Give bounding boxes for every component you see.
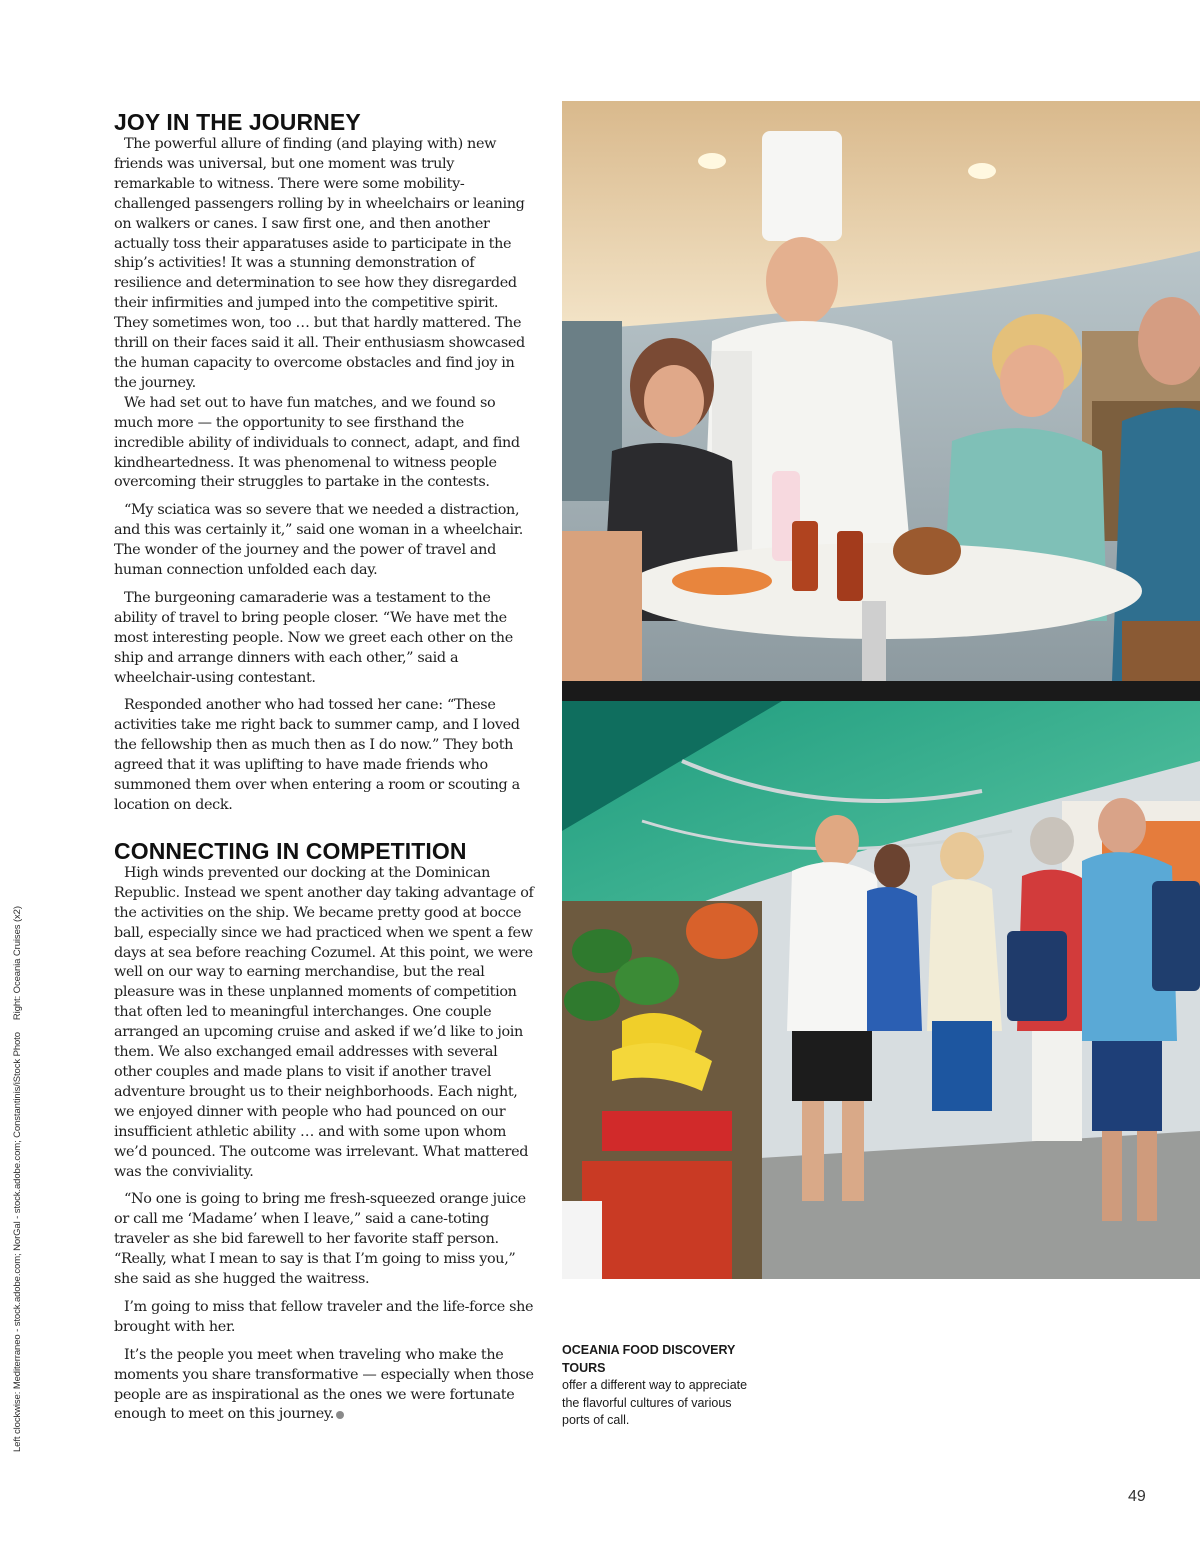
photo-chef-dining bbox=[562, 101, 1200, 681]
section-heading-competition: CONNECTING IN COMPETITION bbox=[114, 837, 467, 864]
paragraph: The burgeoning camaraderie was a testament to the ability of travel to bring people closer. “We have met the most interesting people. Now we greet each other on the ship and arrange dinners with each other,” said a wheelchair-using contestant. bbox=[114, 589, 513, 686]
paragraph: We had set out to have fun matches, and we found so much more — the opportunity to see firsthand the incredible ability of individuals to connect, adapt, and find kindheartedness. It was phenomenal to witness people overcoming their struggles to partake in the contests. bbox=[114, 394, 520, 491]
photo-credit bbox=[11, 906, 25, 1452]
paragraph: High winds prevented our docking at the Dominican Republic. Instead we spent another day taking advantage of the activities on the ship. We became pretty good at bocce ball, especially since we had practiced when we spent a few days at sea before reaching Cozumel. At this point, we were well on our way to earning merchandise, but the real pleasure was in these unplanned moments of competition that often led to meaningful interchanges. One couple arranged an upcoming cruise and asked if we’d like to join them. We also exchanged email addresses with several other couples and made plans to visit if another travel adventure brought us to their neighborhoods. Each night, we enjoyed dinner with people who had pounced on our insufficient athletic ability … and with some upon whom we’d pounced. The outcome was irrelevant. What mattered was the conviviality. bbox=[114, 864, 534, 1180]
section-heading-joy: JOY IN THE JOURNEY bbox=[114, 109, 361, 135]
caption-lead: OCEANIA FOOD DISCOVERY TOURS bbox=[562, 1343, 736, 1375]
paragraph-final-text: It’s the people you meet when traveling who make the moments you share transformative — especially when those people are as inspirational as the ones we were fortunate enough to meet on this journey. bbox=[114, 1346, 534, 1423]
paragraph: I’m going to miss that fellow traveler and the life-force she brought with her. bbox=[114, 1298, 534, 1335]
paragraph: Responded another who had tossed her cane: “These activities take me right back to summer camp, and I loved the fellowship then as much then as I do now.” They both agreed that it was uplifting to have made friends who summoned them over when entering a room or scouting a location on deck. bbox=[114, 697, 520, 813]
paragraph-final bbox=[114, 1346, 534, 1426]
photo-credit-left: Left clockwise: Mediterraneo - stock.adobe.com; NorGal - stock.adobe.com; Constantinis/iStock Photo bbox=[12, 1032, 23, 1452]
photo-divider bbox=[562, 681, 1200, 701]
paragraph: The powerful allure of finding (and playing with) new friends was universal, but one moment was truly remarkable to witness. There were some mobility-challenged passengers rolling by in wheelchairs or leaning on walkers or canes. I saw first one, and then another actually toss their apparatuses aside to participate in the ship’s activities! It was a stunning demonstration of resilience and determination to see how they disregarded their infirmities and jumped into the competitive spirit. They sometimes won, too … but that hardly mattered. The thrill on their faces said it all. Their enthusiasm showcased the human capacity to overcome obstacles and find joy in the journey. bbox=[114, 136, 525, 391]
photo-chef-dining-illustration bbox=[562, 101, 1200, 681]
end-mark-icon bbox=[336, 1411, 344, 1419]
photo-market-tour-illustration bbox=[562, 701, 1200, 1279]
paragraph: “My sciatica was so severe that we needed a distraction, and this was certainly it,” said one woman in a wheelchair. The wonder of the journey and the power of travel and human connection unfolded each day. bbox=[114, 502, 523, 579]
article-column bbox=[114, 109, 534, 1425]
caption-body: offer a different way to appreciate the flavorful cultures of various ports of call. bbox=[562, 1378, 748, 1428]
photo-caption bbox=[562, 1342, 762, 1430]
photo-market-tour bbox=[562, 701, 1200, 1279]
paragraph: “No one is going to bring me fresh-squeezed orange juice or call me ‘Madame’ when I leave,” said a cane-toting traveler as she bid farewell to her favorite staff person. “Really, what I mean to say is that I’m going to miss you,” she said as she hugged the waitress. bbox=[114, 1191, 526, 1288]
page-number: 49 bbox=[1128, 1488, 1146, 1505]
photo-credit-right: Right: Oceania Cruises (x2) bbox=[12, 906, 23, 1021]
